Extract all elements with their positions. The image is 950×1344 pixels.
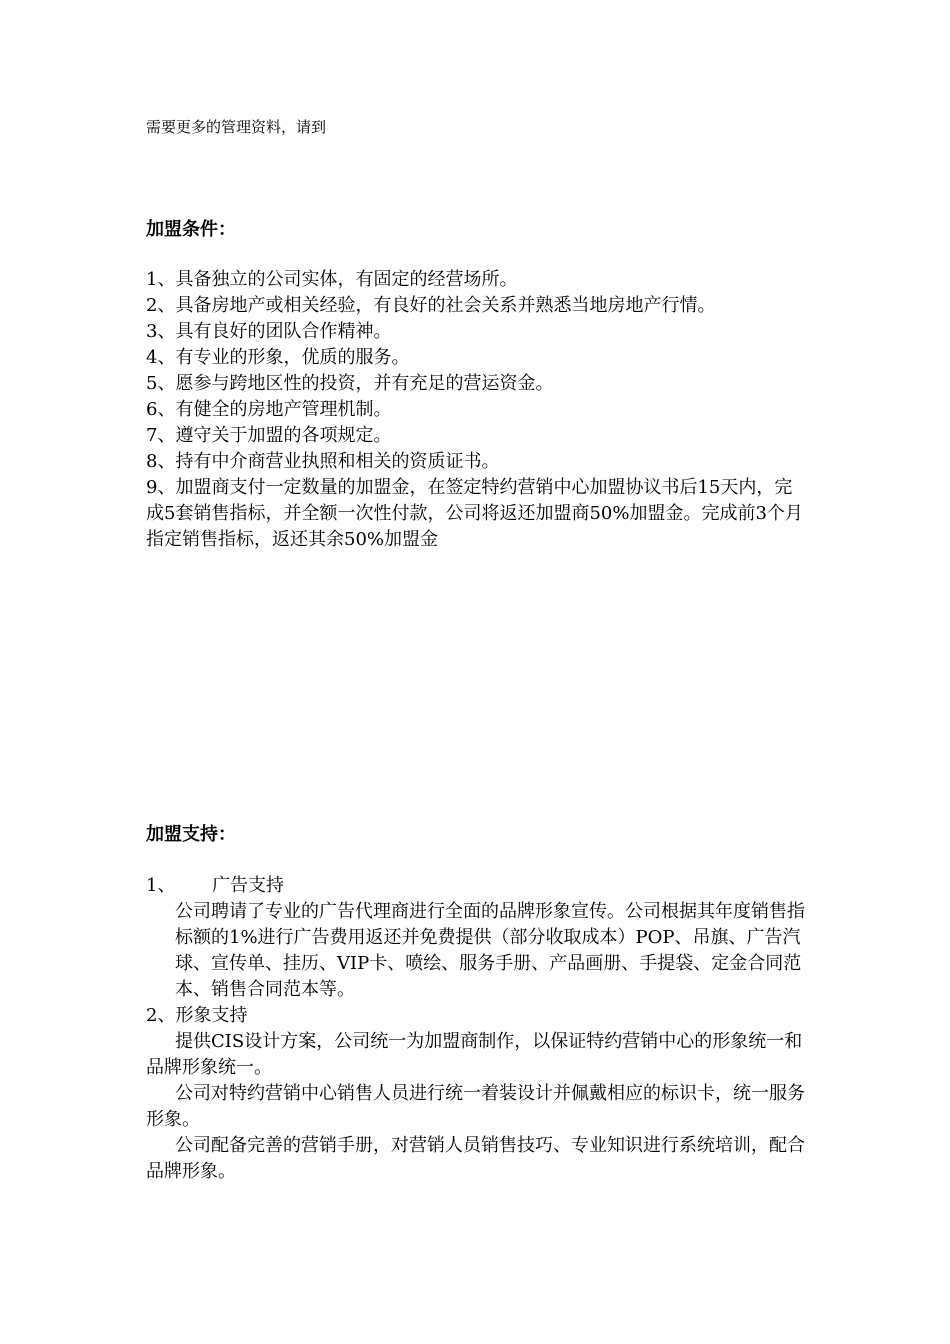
- condition-item: 5、愿参与跨地区性的投资，并有充足的营运资金。: [146, 373, 554, 394]
- condition-item: 4、有专业的形象，优质的服务。: [146, 347, 410, 368]
- condition-item: 3、具有良好的团队合作精神。: [146, 321, 392, 342]
- support-section: [146, 873, 808, 1185]
- support-ad-label: 广告支持: [212, 875, 284, 896]
- condition-item: 7、遵守关于加盟的各项规定。: [146, 425, 392, 446]
- condition-item: 8、持有中介商营业执照和相关的资质证书。: [146, 451, 500, 472]
- conditions-heading: 加盟条件：: [146, 219, 236, 240]
- support-image-paragraph: 公司对特约营销中心销售人员进行统一着装设计并佩戴相应的标识卡，统一服务形象。: [146, 1083, 805, 1130]
- support-image-paragraph: 公司配备完善的营销手册，对营销人员销售技巧、专业知识进行系统培训，配合品牌形象。: [146, 1135, 805, 1182]
- support-heading: 加盟支持：: [146, 824, 236, 845]
- condition-item: 2、具备房地产或相关经验，有良好的社会关系并熟悉当地房地产行情。: [146, 295, 716, 316]
- conditions-list: [146, 267, 808, 553]
- header-note: 需要更多的管理资料，请到: [146, 118, 327, 136]
- support-image-title: 2、形象支持: [146, 1005, 248, 1026]
- support-ad-body: 公司聘请了专业的广告代理商进行全面的品牌形象宣传。公司根据其年度销售指标额的1%进行广告费用返还并免费提供（部分收取成本）POP、吊旗、广告汽球、宣传单、挂历、VIP卡、喷绘、服务手册、产品画册、手提袋、定金合同范本、销售合同范本等。: [175, 901, 805, 1000]
- condition-item: 1、具备独立的公司实体，有固定的经营场所。: [146, 269, 518, 290]
- condition-item: 6、有健全的房地产管理机制。: [146, 399, 392, 420]
- condition-item: 9、加盟商支付一定数量的加盟金，在签定特约营销中心加盟协议书后15天内，完成5套销售指标，并全额一次性付款，公司将返还加盟商50%加盟金。完成前3个月指定销售指标，返还其余50%加盟金: [146, 477, 803, 550]
- support-image-paragraph: 提供CIS设计方案，公司统一为加盟商制作，以保证特约营销中心的形象统一和品牌形象统一。: [146, 1031, 803, 1078]
- support-ad-title: [146, 873, 808, 899]
- support-ad-number: 1、: [146, 875, 176, 896]
